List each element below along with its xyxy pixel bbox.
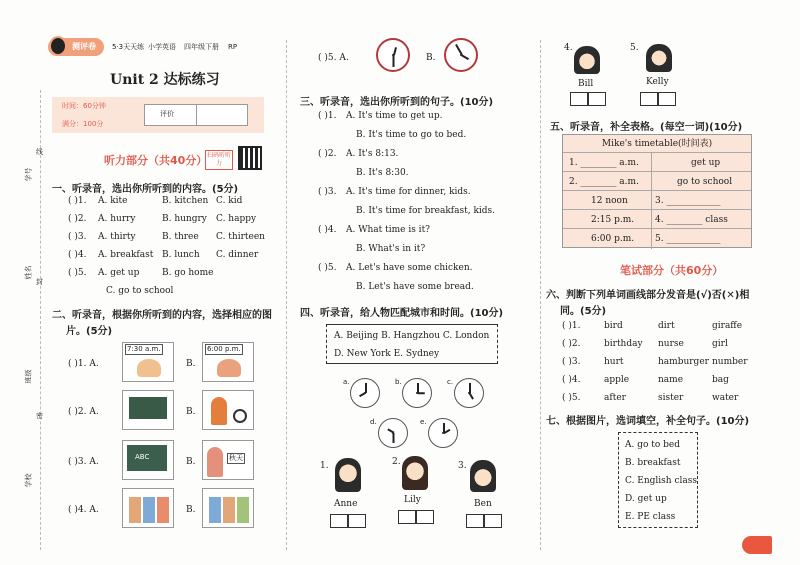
option: B. breakfast — [625, 458, 681, 468]
s4-title: 四、听录音，给人物匹配城市和时间。(10分) — [300, 308, 504, 319]
answer-box[interactable] — [640, 92, 658, 106]
timetable-title: Mike's timetable(时间表) — [563, 135, 751, 153]
side-feng: 封 — [36, 278, 43, 286]
listening-header: 听力部分（共40分） — [104, 154, 208, 167]
side-xuexiao: 学校 — [24, 473, 33, 488]
s1-title: 一、听录音，选出你所听到的内容。(5分) — [52, 184, 239, 195]
answer-box[interactable] — [398, 510, 416, 524]
clock-icon — [378, 418, 408, 448]
blackboard-icon — [129, 397, 167, 419]
clock-icon — [444, 38, 478, 72]
exam-page: 测评卷 5·3天天练 小学英语 四年级下册 RP Unit 2 达标练习 时间：60分钟 满分：100分 评价 学号 姓名 班级 学校 线 封 密 听力部分（共40分） 扫码听听力 一、听录音，选出你所听到的内容。(5分) ( )1. A. kite B. kitchen C. kid ( )2. A. hurry B. hungry C. happy ( )3. A. thirty B. three C. thirteen ( )4. A. breakfast B. lunch C. dinner ( )5. A. get up B. go home C. go to school 二、听录音，根据你所听到的内容，选择相应的图 片。(5分) ( )1. A. 7:30 a.m. B. 6:00 p.m. ( )2. A. B. ( )3. A. ABC B. 秋天 ( )4. A. B. ( )5. A. B. 三、听录音，选出你所听到的句子。(10分) ( )1. A. It's time to get up. B. It's time to go to bed. ( )2. A. It's 8:13. B. It's 8:30. ( )3. A. It's time for dinner, kids. B. It's time for breakfast, kids. ( )4. A. What time is it? B. What's in it? ( )5. A. Let's have some chicken. B. Let's have some bread. 四、听录音，给人物匹配城市和时间。(10分) A. Beijing B. Hangzhou C. London D. New York E. Sydney a. b. c. d. e. 1. Anne 2. Lily 3. Ben 4. Bill 5. Kelly 五、听录音，补全表格。(每空一词)(10分) Mike's timetable(时间表) 1. ________ a.m. get up 2. ________ a.m. go to school 12 noon 3. ____________ 2:15 p.m. 4. ________ class 6:00 p.m. 5. ____________ 笔试部分（共60分） 六、判断下列单词画线部分发音是(√)否(✕)相 同。(5分) ( )1. bird dirt giraffe ( )2. birthday nurse girl ( )3. hurt hamburger number ( )4. apple name bag ( )5. after sister water 七、根据图片，选词填空，补全句子。(10分) A. go to bed B. breakfast C. English class D. get up E. PE class — [0, 0, 800, 565]
answer-box[interactable] — [330, 514, 348, 528]
option: C. English class — [625, 476, 697, 486]
boy-icon — [211, 397, 227, 425]
side-xian: 线 — [36, 148, 43, 156]
football-icon — [233, 409, 247, 423]
answer-box[interactable] — [416, 510, 434, 524]
clock-icon — [350, 378, 380, 408]
header-series: 5·3天天练 — [112, 43, 145, 51]
s7-title: 七、根据图片，选词填空，补全句子。(10分) — [546, 416, 750, 427]
person-name: Ben — [474, 499, 492, 509]
clock-icon — [454, 378, 484, 408]
qr-code-icon — [238, 146, 262, 170]
person-name: Anne — [334, 499, 358, 509]
table-row: 1. ________ a.m. get up — [563, 153, 751, 172]
person-name: Lily — [404, 495, 421, 505]
picture-b: 秋天 — [202, 440, 254, 480]
s2-title: 二、听录音，根据你所听到的内容，选择相应的图 — [52, 310, 272, 321]
side-xingming: 姓名 — [24, 265, 33, 280]
table-row: 2:15 p.m. 4. ________ class — [563, 210, 751, 229]
answer-box[interactable] — [658, 92, 676, 106]
s3-title: 三、听录音，选出你所听到的句子。(10分) — [300, 97, 494, 108]
picture-b: 6:00 p.m. — [202, 342, 254, 382]
clock-icon — [402, 378, 432, 408]
picture-a: 7:30 a.m. — [122, 342, 174, 382]
option-box — [618, 432, 698, 528]
option: D. get up — [625, 494, 667, 504]
s1-extra: C. go to school — [106, 286, 174, 296]
answer-box[interactable] — [348, 514, 366, 528]
person-name: Kelly — [646, 77, 669, 87]
option: A. go to bed — [625, 440, 681, 450]
s2-item5-label: ( )5. A. — [318, 53, 349, 63]
s6-title: 六、判断下列单词画线部分发音是(√)否(✕)相 — [546, 290, 750, 301]
family-icon — [209, 497, 249, 523]
picture-b — [202, 390, 254, 430]
person-name: Bill — [578, 79, 594, 89]
family-icon — [129, 497, 169, 523]
table-row: 6:00 p.m. 5. ____________ — [591, 234, 721, 244]
written-header: 笔试部分（共60分） — [620, 264, 724, 277]
answer-box[interactable] — [484, 514, 502, 528]
page-title: Unit 2 达标练习 — [110, 72, 220, 88]
answer-box[interactable] — [570, 92, 588, 106]
qr-label: 扫码听听力 — [205, 150, 233, 170]
side-xuehao: 学号 — [24, 167, 33, 182]
eval-label: 评价 — [160, 110, 174, 118]
answer-box[interactable] — [588, 92, 606, 106]
boy-avatar-icon — [470, 460, 496, 492]
side-mi: 密 — [36, 412, 43, 420]
s2-item5-b: B. — [426, 53, 436, 63]
cities-line-1: A. Beijing B. Hangzhou C. London — [334, 331, 490, 341]
girl-avatar-icon — [646, 44, 672, 72]
header-grade: 四年级下册 — [184, 43, 219, 51]
breakfast-icon — [137, 359, 161, 377]
s2-title-cont: 片。(5分) — [66, 326, 113, 337]
s5-title: 五、听录音，补全表格。(每空一词)(10分) — [550, 122, 743, 133]
info-time: 时间：60分钟 — [62, 102, 106, 110]
badge-text: 测评卷 — [72, 42, 96, 51]
picture-a — [122, 390, 174, 430]
header-subject: 小学英语 — [148, 43, 176, 51]
header-edition: RP — [228, 43, 238, 51]
girl-avatar-icon — [335, 458, 361, 492]
side-banji: 班级 — [24, 369, 33, 384]
girl-avatar-icon — [402, 456, 428, 490]
answer-box[interactable] — [466, 514, 484, 528]
dinner-icon — [217, 359, 241, 377]
picture-a: ABC — [122, 440, 174, 480]
table-row: 12 noon 3. ____________ — [563, 191, 751, 210]
badge-avatar-icon — [49, 36, 67, 56]
cities-line-2: D. New York E. Sydney — [334, 349, 440, 359]
girl-icon — [207, 447, 223, 477]
clock-icon — [428, 418, 458, 448]
picture-b — [202, 488, 254, 528]
table-row: 2. ________ a.m. go to school — [563, 172, 751, 191]
info-score: 满分：100分 — [62, 120, 104, 128]
picture-a — [122, 488, 174, 528]
clock-icon — [376, 38, 410, 72]
boy-avatar-icon — [574, 46, 600, 74]
timetable — [562, 134, 752, 248]
page-corner-badge — [742, 536, 772, 554]
option: E. PE class — [625, 512, 676, 522]
s6-title-cont: 同。(5分) — [560, 306, 607, 317]
